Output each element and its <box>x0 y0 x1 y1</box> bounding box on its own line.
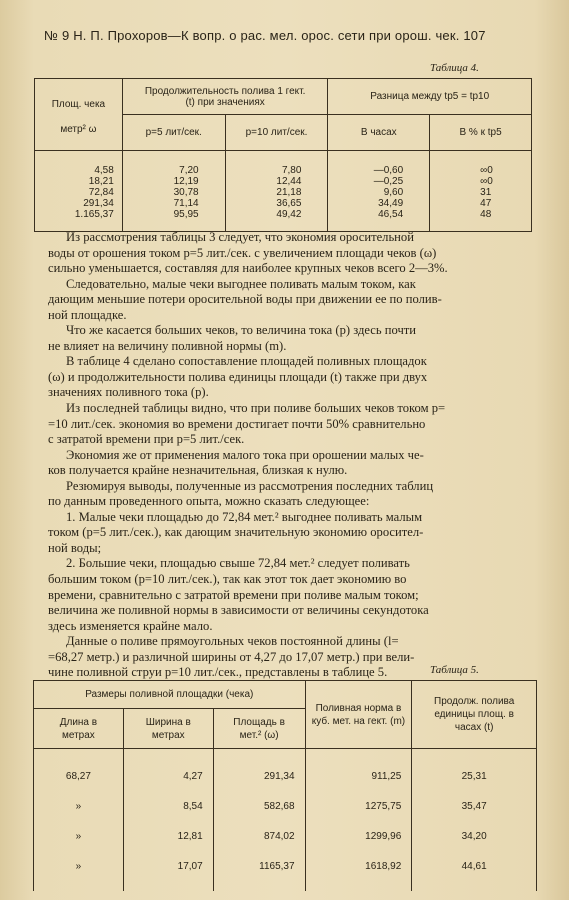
table-cell: 911,25 <box>305 749 412 792</box>
table-cell: 46,54 <box>378 209 404 220</box>
table-row <box>34 749 537 792</box>
t5-header-norm: Поливная норма в куб. мет. на гект. (m) <box>305 681 412 749</box>
text-line: с затратой времени при p=5 лит./сек. <box>48 432 245 447</box>
t4-col-p10 <box>225 151 328 232</box>
t4-header-hours: В часах <box>328 115 430 151</box>
text-line: 2. Большие чеки, площадью свыше 72,84 мет.² следует поливать <box>66 556 410 571</box>
table-cell: 49,42 <box>276 209 302 220</box>
table-4-label: Таблица 4. <box>430 62 479 74</box>
text-line: времени, сравнительно с затратой времени при поливе малым током; <box>48 587 419 602</box>
text-line: сильно уменьшается, составляя для наиболее крупных чеков всего 2—3%. <box>48 261 448 276</box>
table-cell: 34,49 <box>378 198 404 209</box>
table-cell: 25,31 <box>412 749 537 792</box>
text-line: величина же поливной нормы в зависимости от величины секундотока <box>48 603 429 618</box>
table-cell: 48 <box>480 209 492 220</box>
table-cell: 47 <box>480 198 492 209</box>
t4-header-area <box>35 79 123 151</box>
text-line: по данным проведенного опыта, можно сказать следующее: <box>48 494 370 509</box>
t4-header-area-unit: метр² ω <box>60 124 97 135</box>
text-line: здесь изменяется крайне мало. <box>48 618 213 633</box>
table-cell: 35,47 <box>412 791 537 821</box>
text-line: дающим меньшие потери оросительной воды при движении ее по полив- <box>48 292 442 307</box>
table-cell: 34,20 <box>412 821 537 851</box>
t4-header-diff: Разница между tp5 = tp10 <box>328 79 532 115</box>
table-cell: ∞0 <box>480 176 493 187</box>
table-cell: 1618,92 <box>305 851 412 891</box>
table-cell: 1.165,37 <box>74 209 114 220</box>
text-line: Что же касается больших чеков, то величина тока (p) здесь почти <box>66 323 417 338</box>
table-cell: 12,19 <box>173 176 199 187</box>
table-cell: 12,44 <box>276 176 302 187</box>
table-cell: ∞0 <box>480 165 493 176</box>
table-cell: 1165,37 <box>213 851 305 891</box>
text-line: Из рассмотрения таблицы 3 следует, что экономия оросительной <box>66 230 414 244</box>
t5-header-width: Ширина в метрах <box>123 709 213 749</box>
text-line: значениях поливного тока (p). <box>48 385 209 400</box>
table-cell: 7,20 <box>179 165 199 176</box>
t4-header-p10: p=10 лит/сек. <box>225 115 328 151</box>
text-line: Резюмируя выводы, полученные из рассмотрения последних таблиц <box>66 478 434 493</box>
text-line: =10 лит./сек. экономия во времени достигает почти 50% сравнительно <box>48 416 426 431</box>
text-line: Данные о поливе прямоугольных чеков постоянной длины (l= <box>66 634 399 649</box>
table-cell: 21,18 <box>276 187 302 198</box>
t5-header-length: Длина в метрах <box>34 709 124 749</box>
table-cell: » <box>34 851 124 891</box>
table-row <box>34 821 537 851</box>
text-line: В таблице 4 сделано сопоставление площадей поливных площадок <box>66 354 427 369</box>
table-cell: 291,34 <box>213 749 305 792</box>
table-5 <box>33 680 537 891</box>
table-row <box>34 851 537 891</box>
t4-col-p5 <box>122 151 225 232</box>
table-row <box>34 791 537 821</box>
text-line: 1. Малые чеки площадью до 72,84 мет.² выгоднее поливать малым <box>66 509 423 524</box>
table-cell: 30,78 <box>173 187 199 198</box>
t5-header-area: Площадь в мет.² (ω) <box>213 709 305 749</box>
table-cell: 291,34 <box>83 198 114 209</box>
text-line: ков получается крайне незначительная, близкая к нулю. <box>48 463 348 478</box>
text-line: не влияет на величину поливной нормы (m). <box>48 338 287 353</box>
table-cell: 31 <box>480 187 492 198</box>
table-cell: 1275,75 <box>305 791 412 821</box>
table-cell: 72,84 <box>88 187 114 198</box>
t4-col-hours <box>328 151 430 232</box>
table-cell: 582,68 <box>213 791 305 821</box>
table-5-label: Таблица 5. <box>430 664 479 676</box>
table-cell: 95,95 <box>173 209 199 220</box>
table-cell: 68,27 <box>34 749 124 792</box>
t5-header-duration: Продолж. полива единицы площ. в часах (t) <box>412 681 537 749</box>
text-line: ной площадке. <box>48 307 127 322</box>
text-line: Следовательно, малые чеки выгоднее поливать малым током, как <box>66 276 416 291</box>
table-cell: 18,21 <box>88 176 114 187</box>
table-cell: 17,07 <box>123 851 213 891</box>
text-line: током (p=5 лит./сек.), как дающим значительную экономию оросител- <box>48 525 424 540</box>
table-cell: 4,58 <box>94 165 114 176</box>
t4-header-area-label: Площ. чека <box>51 99 106 110</box>
table-cell: 71,14 <box>173 198 199 209</box>
table-4 <box>34 78 532 232</box>
table-cell: 36,65 <box>276 198 302 209</box>
table-cell: —0,60 <box>373 165 404 176</box>
text-line: большим током (p=10 лит./сек.), так как этот ток дает экономию во <box>48 572 407 587</box>
t4-header-duration: Продолжительность полива 1 гект. (t) при значениях <box>122 79 328 115</box>
t4-header-p5: p=5 лит/сек. <box>122 115 225 151</box>
text-line: (ω) и продолжительности полива единицы площади (t) также при двух <box>48 369 428 384</box>
t4-header-pct: В % к tp5 <box>430 115 532 151</box>
text-line: =68,27 метр.) и различной ширины от 4,27 до 17,07 метр.) при вели- <box>48 649 415 664</box>
table-cell: 4,27 <box>123 749 213 792</box>
running-header: № 9 Н. П. Прохоров—К вопр. о рас. мел. орос. сети при орош. чек. 107 <box>44 28 486 43</box>
text-line: Из последней таблицы видно, что при поливе больших чеков током p= <box>66 401 446 416</box>
t4-col-area <box>35 151 123 232</box>
table-cell: 8,54 <box>123 791 213 821</box>
table-cell: » <box>34 821 124 851</box>
text-line: воды от орошения током p=5 лит./сек. с увеличением площади чеков (ω) <box>48 245 437 260</box>
text-line: чине поливной струи p=10 лит./сек., представлены в таблице 5. <box>48 665 388 680</box>
table-cell: 12,81 <box>123 821 213 851</box>
t4-col-pct <box>430 151 532 232</box>
table-cell: 874,02 <box>213 821 305 851</box>
table-cell: » <box>34 791 124 821</box>
table-cell: —0,25 <box>373 176 404 187</box>
table-cell: 9,60 <box>383 187 404 198</box>
table-cell: 1299,96 <box>305 821 412 851</box>
text-line: Экономия же от применения малого тока при орошении малых че- <box>66 447 424 462</box>
body-text <box>48 230 528 681</box>
t5-header-size: Размеры поливной площадки (чека) <box>34 681 306 709</box>
text-line: ной воды; <box>48 540 102 555</box>
table-cell: 7,80 <box>281 165 302 176</box>
table-cell: 44,61 <box>412 851 537 891</box>
